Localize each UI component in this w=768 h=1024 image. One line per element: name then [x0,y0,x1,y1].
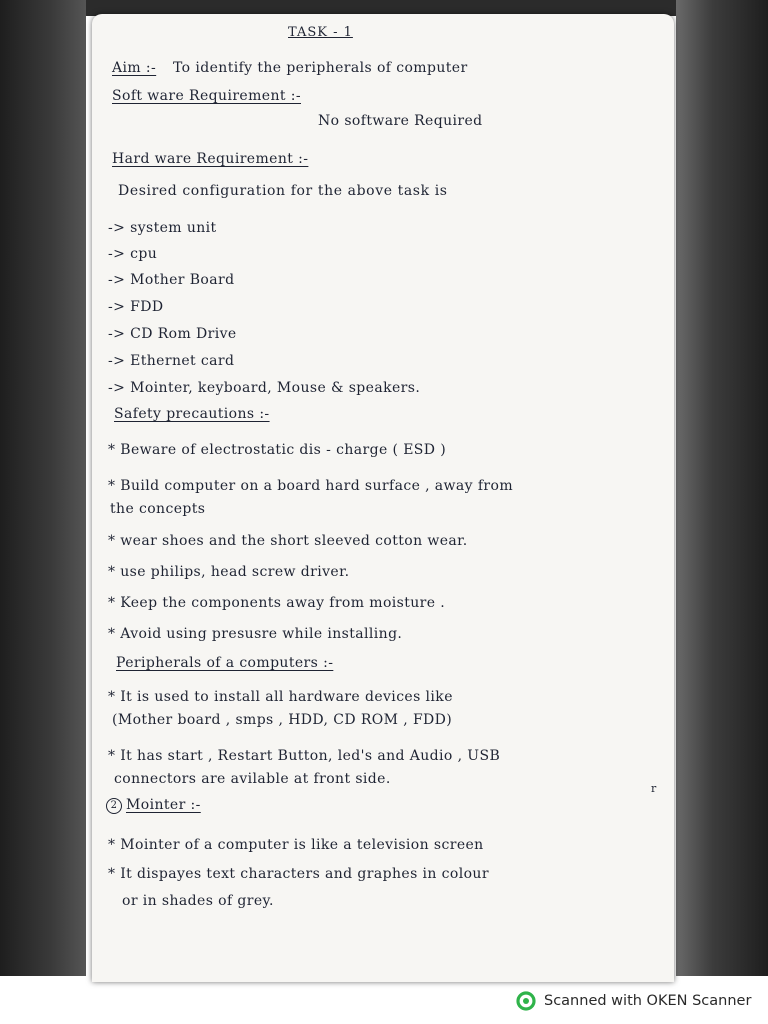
task-title: TASK - 1 [288,25,353,40]
aim-line [112,59,468,77]
notebook-page [92,14,674,982]
hardware-item: -> cpu [108,246,158,262]
hardware-item: -> FDD [108,299,164,315]
scan-background-left [0,0,86,985]
monitor-heading: Mointer :- [126,797,201,813]
tick-mark: r [651,782,657,795]
scanner-text: Scanned with OKEN Scanner [544,993,752,1009]
safety-line: * Keep the components away from moisture . [108,595,446,611]
hardware-item: -> Mointer, keyboard, Mouse & speakers. [108,380,421,396]
hardware-item: -> system unit [108,220,217,236]
peripherals-line: (Mother board , smps , HDD, CD ROM , FDD) [112,712,453,728]
hardware-item: -> Ethernet card [108,353,235,369]
peripherals-line: connectors are avilable at front side. [114,771,391,787]
software-value: No software Required [318,113,483,129]
safety-line: * wear shoes and the short sleeved cotton wear. [108,533,468,549]
peripherals-line: * It has start , Restart Button, led's and Audio , USB [108,748,501,764]
software-heading: Soft ware Requirement :- [112,88,301,104]
hardware-item: -> CD Rom Drive [108,326,237,342]
safety-line: the concepts [110,501,206,517]
safety-line: * use philips, head screw driver. [108,564,350,580]
monitor-line: * It dispayes text characters and graphes in colour [108,866,489,882]
safety-line: * Build computer on a board hard surface , away from [108,478,514,494]
safety-line: * Beware of electrostatic dis - charge ( ESD ) [108,442,447,458]
monitor-heading-line [106,796,201,814]
aim-label: Aim :- [112,60,157,76]
scanner-watermark [516,990,751,1012]
monitor-line: or in shades of grey. [122,893,274,909]
hardware-heading: Hard ware Requirement :- [112,151,309,167]
safety-line: * Avoid using presusre while installing. [108,626,403,642]
aim-text: To identify the peripherals of computer [173,60,468,76]
hardware-intro: Desired configuration for the above task is [118,183,448,199]
scanner-logo-icon [516,991,536,1011]
monitor-line: * Mointer of a computer is like a television screen [108,837,484,853]
hardware-item: -> Mother Board [108,272,235,288]
safety-heading: Safety precautions :- [114,406,270,422]
peripherals-heading: Peripherals of a computers :- [116,655,334,671]
peripherals-line: * It is used to install all hardware devices like [108,689,453,705]
section-number-circle: 2 [106,798,122,814]
scan-background-right [676,0,768,985]
